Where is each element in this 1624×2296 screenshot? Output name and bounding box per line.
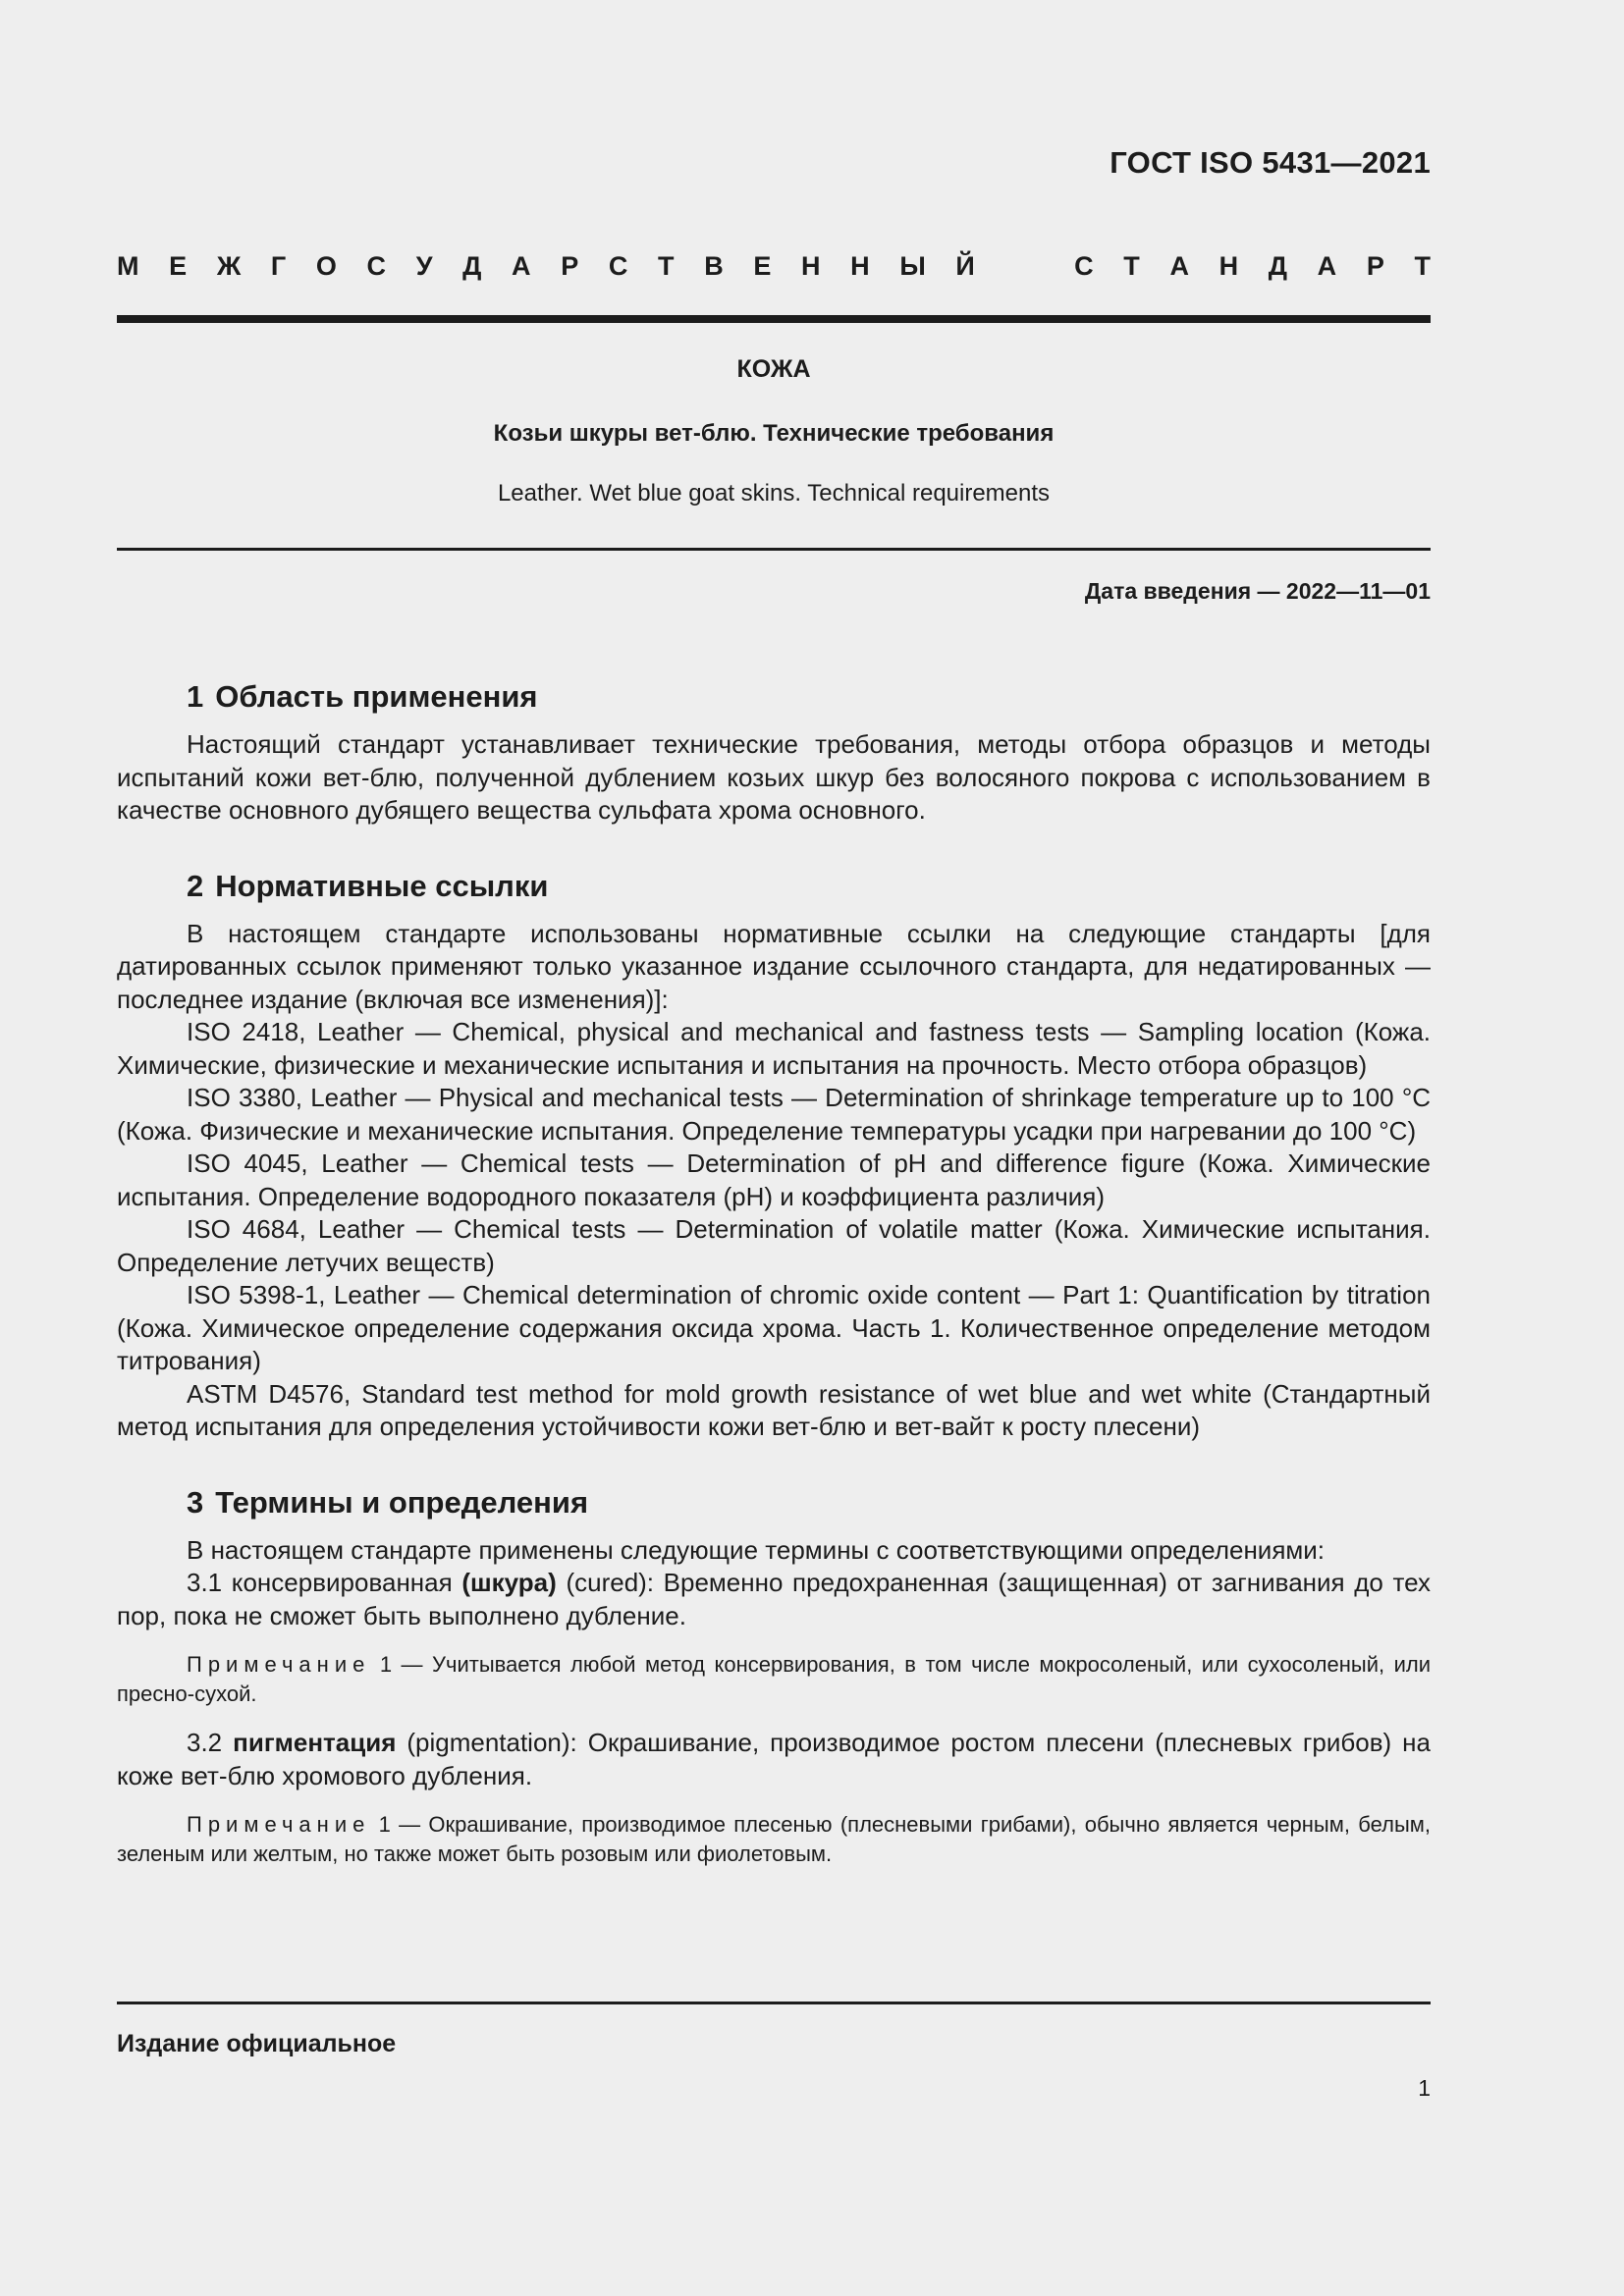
- category-letter: Н: [850, 251, 870, 281]
- category-letter: С: [366, 251, 387, 281]
- section-normative-references: [117, 867, 1431, 1444]
- category-word-gap: [1004, 251, 1044, 282]
- section-terms-definitions: [117, 1483, 1431, 1870]
- page-number: 1: [1418, 2075, 1431, 2101]
- category-letter: Р: [561, 251, 579, 281]
- official-edition-label: Издание официальное: [117, 2030, 397, 2057]
- category-letter: А: [1169, 251, 1189, 281]
- category-letter: Н: [1218, 251, 1239, 281]
- category-letter: Г: [270, 251, 287, 281]
- category-letter: Е: [753, 251, 772, 281]
- category-letter: А: [512, 251, 531, 281]
- category-letter: Т: [1414, 251, 1431, 281]
- reference-item: ASTM D4576, Standard test method for mold growth resistance of wet blue and wet white (Стандартный метод испытания для определения устойчивости кожи вет-блю и вет-вайт к росту плесени): [117, 1378, 1431, 1441]
- category-letter: М: [117, 251, 139, 281]
- category-letter: Й: [955, 251, 975, 281]
- reference-item: ISO 5398-1, Leather — Chemical determination of chromic oxide content — Part 1: Quantification by titration (Кожа. Химическое определение содержания оксида хрома. Часть 1. Количественное определение методом титрования): [117, 1280, 1431, 1375]
- document-title: КОЖА: [736, 355, 811, 383]
- document-title-english: Leather. Wet blue goat skins. Technical requirements: [497, 480, 1051, 507]
- category-letter: Е: [169, 251, 188, 281]
- footer-divider: [117, 2002, 1431, 2004]
- reference-item: ISO 2418, Leather — Chemical, physical and mechanical and fastness tests — Sampling location (Кожа. Химические, физические и механические испытания и испытания на прочность. Место отбора образцов): [117, 1017, 1431, 1080]
- reference-item: ISO 4684, Leather — Chemical tests — Determination of volatile matter (Кожа. Химические испытания. Определение летучих веществ): [117, 1214, 1431, 1277]
- document-body: [117, 677, 1431, 1887]
- category-letter: Н: [801, 251, 821, 281]
- paragraph: В настоящем стандарте применены следующие термины с соответствующими определениями:: [187, 1534, 1326, 1565]
- paragraph: В настоящем стандарте использованы нормативные ссылки на следующие стандарты [для датированных ссылок применяют только указанное издание ссылочного стандарта, для недатированных — последнее издание (включая все изменения)]:: [117, 918, 1431, 1014]
- category-letter: Ж: [216, 251, 242, 281]
- document-number: ГОСТ ISO 5431—2021: [1110, 145, 1431, 180]
- note: Примечание 1 — Окрашивание, производимое плесенью (плесневыми грибами), обычно является черным, белым, зеленым или желтым, но также может быть розовым или фиолетовым.: [117, 1812, 1431, 1866]
- term-definition: 3.1 консервированная (шкура) (cured): Временно предохраненная (защищенная) от загнивания до тех пор, пока не сможет быть выполнено дубление.: [117, 1568, 1432, 1630]
- introduction-date: Дата введения — 2022—11—01: [1084, 578, 1431, 604]
- category-letter: Т: [1123, 251, 1140, 281]
- category-letter: С: [1074, 251, 1094, 281]
- header-divider: [117, 315, 1431, 323]
- document-subtitle: Козьи шкуры вет-блю. Технические требования: [493, 420, 1055, 447]
- section-heading: 3 Термины и определения: [187, 1484, 589, 1520]
- category-letter: О: [315, 251, 337, 281]
- category-letter: В: [704, 251, 724, 281]
- title-divider: [117, 548, 1431, 551]
- note: Примечание 1 — Учитывается любой метод консервирования, в том числе мокросоленый, или сухосоленый, или пресно-сухой.: [117, 1652, 1431, 1706]
- category-letter: Д: [462, 251, 482, 281]
- category-letter: У: [415, 251, 433, 281]
- section-heading: 2 Нормативные ссылки: [187, 868, 549, 903]
- category-letter: Д: [1268, 251, 1288, 281]
- reference-item: ISO 3380, Leather — Physical and mechanical tests — Determination of shrinkage temperature up to 100 °C (Кожа. Физические и механические испытания. Определение температуры усадки при нагревании до 100 °C): [117, 1083, 1431, 1146]
- section-scope: [117, 677, 1431, 828]
- category-letter: С: [608, 251, 628, 281]
- term-definition: 3.2 пигментация (pigmentation): Окрашивание, производимое ростом плесени (плесневых грибов) на коже вет-блю хромового дубления.: [117, 1728, 1431, 1790]
- paragraph: Настоящий стандарт устанавливает технические требования, методы отбора образцов и методы испытаний кожи вет-блю, полученной дублением козьих шкур без волосяного покрова с использованием в качестве основного дубящего вещества сульфата хрома основного.: [117, 729, 1431, 825]
- standard-category: [117, 251, 1431, 282]
- category-letter: Ы: [899, 251, 926, 281]
- category-letter: А: [1317, 251, 1337, 281]
- category-letter: Р: [1366, 251, 1384, 281]
- category-letter: Т: [658, 251, 675, 281]
- reference-item: ISO 4045, Leather — Chemical tests — Determination of pH and difference figure (Кожа. Химические испытания. Определение водородного показателя (pH) и коэффициента различия): [117, 1148, 1431, 1211]
- section-heading: 1 Область применения: [187, 679, 538, 714]
